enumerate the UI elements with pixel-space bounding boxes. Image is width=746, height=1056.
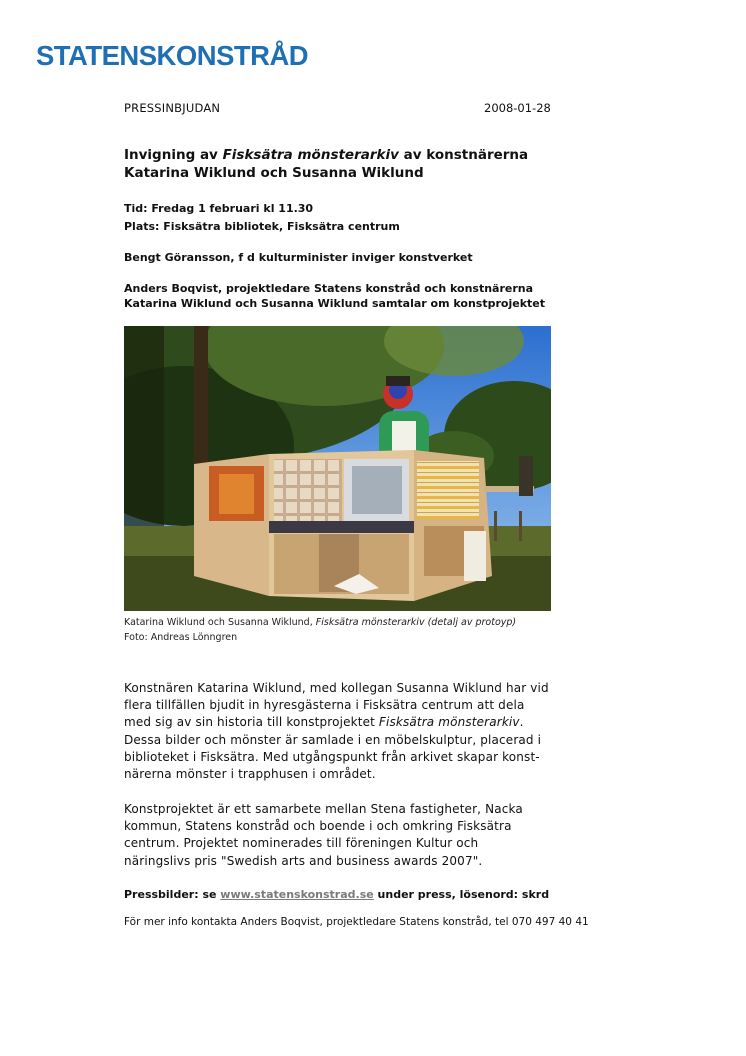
statens-konstrad-logo: STATENSKONSTRÅD xyxy=(36,40,309,71)
p1-line1: Konstnären Katarina Wiklund, med kollegan Susanna Wiklund har vid xyxy=(124,681,549,695)
paragraph-1 xyxy=(124,680,574,783)
press-suffix: under press, lösenord: skrd xyxy=(373,888,550,901)
paragraph-2 xyxy=(124,801,574,870)
document-type: PRESSINBJUDAN xyxy=(124,101,221,115)
p2-line3: centrum. Projektet nominerades till föreningen Kultur och xyxy=(124,836,479,851)
event-inauguration: Bengt Göransson, f d kulturminister inviger konstverket xyxy=(124,251,473,264)
press-prefix: Pressbilder: se xyxy=(124,888,221,901)
title-suffix: av konstnärerna xyxy=(398,147,529,163)
p1-line2: flera tillfällen bjudit in hyresgästerna i Fisksätra centrum att dela xyxy=(124,698,525,713)
event-talk-line2: Katarina Wiklund och Susanna Wiklund samtalar om konstprojektet xyxy=(124,297,545,310)
artwork-photo xyxy=(124,326,551,611)
title-prefix: Invigning av xyxy=(124,147,223,163)
event-place: Plats: Fisksätra bibliotek, Fisksätra centrum xyxy=(124,220,400,233)
p1-line4: Dessa bilder och mönster är samlade i en möbelskulptur, placerad i xyxy=(124,732,542,747)
title-artwork: Fisksätra mönsterarkiv xyxy=(222,147,399,163)
event-talk-line1: Anders Boqvist, projektledare Statens konstråd och konstnärerna xyxy=(124,282,534,295)
p2-line4: näringslivs pris "Swedish arts and business awards 2007". xyxy=(124,853,483,868)
caption-work: Fisksätra mönsterarkiv (detalj av protoyp) xyxy=(315,617,517,628)
p1-line3-suffix: . xyxy=(519,715,524,730)
event-time: Tid: Fredag 1 februari kl 11.30 xyxy=(124,202,314,215)
p1-line3-italic: Fisksätra mönsterarkiv xyxy=(378,715,520,730)
title-artists: Katarina Wiklund och Susanna Wiklund xyxy=(124,165,424,181)
p1-line3-prefix: med sig av sin historia till konstprojektet xyxy=(124,715,379,730)
press-images xyxy=(124,888,549,901)
p2-line2: kommun, Statens konstråd och boende i och omkring Fisksätra xyxy=(124,819,512,834)
event-talk xyxy=(124,281,644,311)
p1-line5: biblioteket i Fisksätra. Med utgångspunkt från arkivet skapar konst- xyxy=(124,749,540,764)
caption-artists: Katarina Wiklund och Susanna Wiklund, xyxy=(124,617,316,628)
p2-line1: Konstprojektet är ett samarbete mellan Stena fastigheter, Nacka xyxy=(124,802,523,816)
photo-caption xyxy=(124,615,644,645)
document-date: 2008-01-28 xyxy=(484,101,551,115)
press-link[interactable]: www.statenskonstrad.se xyxy=(220,888,374,901)
p1-line6: närerna mönster i trapphusen i området. xyxy=(124,767,376,782)
contact-info: För mer info kontakta Anders Boqvist, projektledare Statens konstråd, tel 070 497 40 41 xyxy=(124,916,589,928)
page-title xyxy=(124,146,644,182)
photo-credit: Foto: Andreas Lönngren xyxy=(124,632,238,643)
